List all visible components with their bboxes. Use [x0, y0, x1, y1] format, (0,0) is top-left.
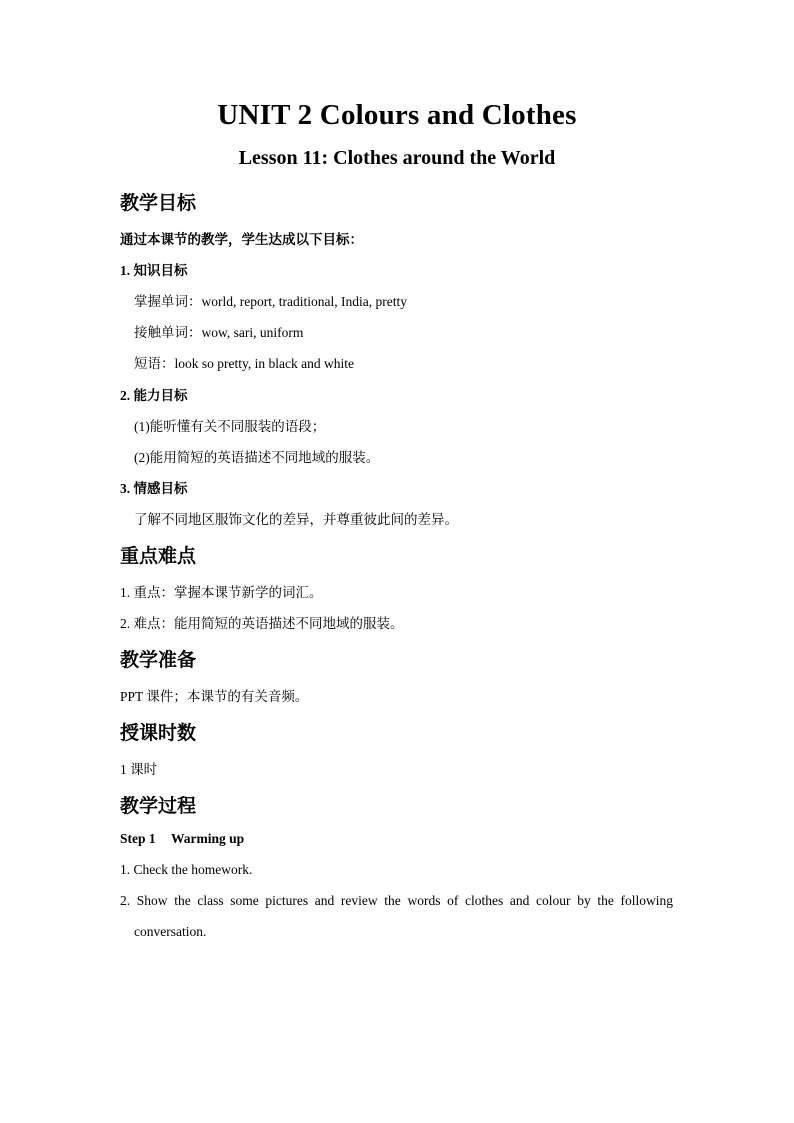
- step1-title: Warming up: [171, 831, 245, 846]
- ability-heading: 2. 能力目标: [120, 388, 188, 403]
- preparation-heading: 教学准备: [120, 649, 197, 671]
- preparation-text: PPT 课件；本课节的有关音频。: [120, 689, 309, 704]
- key-point-line: 2. 难点：能用简短的英语描述不同地域的服装。: [120, 616, 404, 631]
- hours-text: 1 课时: [120, 762, 158, 777]
- process-item: 2. Show the class some pictures and review the words of clothes and colour by the following: [120, 893, 673, 908]
- ability-line: (1)能听懂有关不同服装的语段；: [134, 419, 326, 434]
- process-item-continuation: conversation.: [134, 924, 207, 939]
- key-points-heading: 重点难点: [120, 545, 197, 567]
- knowledge-line: 接触单词：wow, sari, uniform: [134, 325, 304, 340]
- step1-label: Step 1: [120, 831, 156, 846]
- knowledge-line: 掌握单词：world, report, traditional, India, pretty: [134, 294, 407, 309]
- emotion-line: 了解不同地区服饰文化的差异，并尊重彼此间的差异。: [134, 512, 458, 527]
- emotion-heading: 3. 情感目标: [120, 481, 188, 496]
- knowledge-heading: 1. 知识目标: [120, 263, 188, 278]
- process-heading: 教学过程: [120, 795, 197, 817]
- hours-heading: 授课时数: [120, 722, 197, 744]
- key-point-line: 1. 重点：掌握本课节新学的词汇。: [120, 585, 323, 600]
- ability-line: (2)能用简短的英语描述不同地域的服装。: [134, 450, 380, 465]
- objectives-intro: 通过本课节的教学，学生达成以下目标：: [120, 232, 363, 247]
- objectives-heading: 教学目标: [120, 192, 197, 214]
- lesson-title: Lesson 11: Clothes around the World: [238, 147, 556, 169]
- unit-title: UNIT 2 Colours and Clothes: [217, 99, 577, 131]
- process-item: 1. Check the homework.: [120, 862, 253, 877]
- knowledge-line: 短语：look so pretty, in black and white: [134, 356, 354, 371]
